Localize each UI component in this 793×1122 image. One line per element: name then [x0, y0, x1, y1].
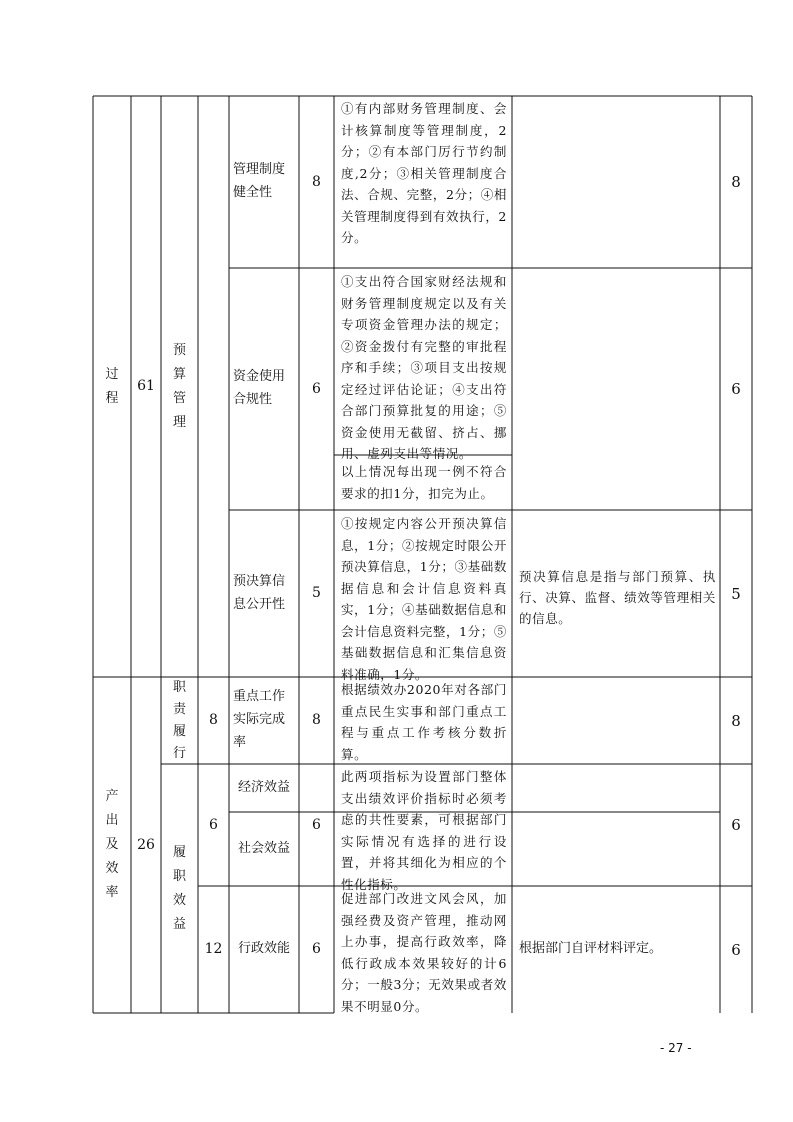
indicator-note [512, 96, 720, 268]
indicator-name [229, 677, 299, 764]
indicator-note [512, 268, 720, 510]
indicator-score: 5 [312, 585, 321, 602]
indicator-note: 预决算信息是指与部门预算、执行、决算、监督、绩效等管理相关的信息。 [519, 569, 716, 626]
indicator-note [512, 677, 720, 764]
indicator-score: 6 [312, 816, 321, 833]
subcategory-benefit-score-a: 6 [209, 816, 218, 833]
indicator-criteria-deduction: 以上情况每出现一例不符合要求的扣1分，扣完为止。 [341, 464, 507, 501]
indicator-criteria: ①按规定内容公开预决算信息，1分；②按规定时限公开预决算信息，1分；③基础数据信息和会计信息资料真实，1分；④基础数据信息和会计信息资料完整，1分；⑤基础数据信息和汇集信息资料准确，1分。 [341, 516, 507, 682]
indicator-criteria: ①支出符合国家财经法规和财务管理制度规定以及有关专项资金管理办法的规定；②资金拨付有完整的审批程序和手续；③项目支出按规定经过评估论证；④支出符合部门预算批复的用途；⑤资金使用无截留、挤占、挪用、虚列支出等情况。 [341, 274, 507, 461]
indicator-final-score: 6 [731, 380, 741, 398]
subcategory-benefit-label: 履职效益 [172, 844, 186, 932]
indicator-criteria: 根据绩效办2020年对各部门重点民生实事和部门重点工程与重点工作考核分数折算。 [341, 682, 507, 762]
indicator-name [229, 268, 299, 510]
indicator-criteria: ①有内部财务管理制度、会计核算制度等管理制度，2分；②有本部门厉行节约制度,2分；③相关管理制度合法、合规、完整，2分；④相关管理制度得到有效执行，2分。 [341, 101, 507, 245]
indicator-name-text: 资金使用合规性 [233, 369, 286, 407]
subcategory-duty-score: 8 [209, 712, 218, 729]
indicator-name-text: 管理制度健全性 [233, 162, 286, 200]
indicator-final-score: 8 [731, 173, 741, 191]
category-output [93, 677, 131, 1013]
subcategory-duty [161, 677, 198, 764]
indicator-note: 根据部门自评材料评定。 [519, 941, 663, 957]
indicator-score: 6 [312, 380, 321, 397]
indicator-name-text: 重点工作实际完成率 [233, 689, 286, 750]
subcategory-benefit-score-b: 12 [204, 941, 223, 958]
indicator-criteria: 此两项指标为设置部门整体支出绩效评价指标时必须考虑的共性要素，可根据部门实际情况有选择的进行设置，并将其细化为相应的个性化指标。 [341, 769, 507, 892]
category-process-score: 61 [137, 378, 155, 395]
indicator-score: 8 [312, 173, 321, 190]
indicator-criteria: 促进部门改进文风会风，加强经费及资产管理，推动网上办事，提高行政效率，降低行政成本效果较好的计6分；一般3分；无效果或者效果不明显0分。 [341, 891, 507, 1014]
indicator-name [229, 510, 299, 677]
subcategory-budget-label: 预算管理 [172, 342, 186, 430]
category-output-label: 产出及效率 [105, 789, 119, 900]
subcategory-duty-label: 职责履行 [172, 679, 186, 761]
category-output-score: 26 [137, 836, 155, 853]
indicator-name [229, 96, 299, 268]
indicator-final-score: 8 [731, 711, 741, 730]
indicator-note [512, 764, 720, 886]
subcategory-budget [161, 96, 198, 677]
indicator-final-score: 6 [731, 940, 741, 959]
indicator-score: 6 [312, 941, 321, 958]
category-process [93, 96, 131, 677]
page-number: - 27 - [660, 1041, 692, 1055]
indicator-final-score: 6 [731, 816, 741, 834]
indicator-score: 8 [312, 712, 321, 729]
subcategory-benefit [161, 764, 198, 1013]
indicator-name: 经济效益 [237, 779, 290, 795]
indicator-name: 社会效益 [237, 840, 290, 856]
category-process-label: 过程 [105, 366, 119, 406]
indicator-name: 行政效能 [237, 941, 290, 957]
indicator-final-score: 5 [731, 584, 741, 603]
indicator-name-text: 预决算信息公开性 [233, 573, 286, 612]
